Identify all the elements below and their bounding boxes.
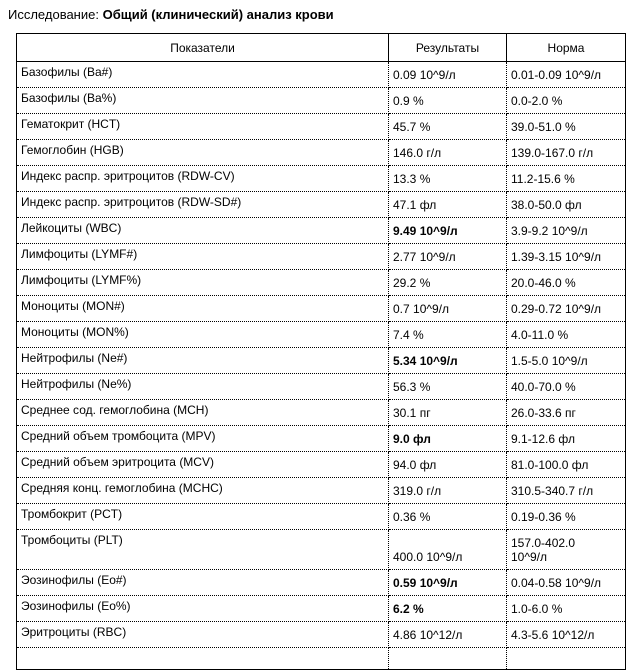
lab-report-page bbox=[0, 7, 633, 670]
norm-cell: 1.0-6.0 % bbox=[507, 596, 626, 622]
indicator-cell: Среднее сод. гемоглобина (MCH) bbox=[17, 400, 389, 426]
header-norm: Норма bbox=[507, 34, 626, 62]
table-row bbox=[17, 166, 626, 192]
indicator-cell: Средняя конц. гемоглобина (MCHC) bbox=[17, 478, 389, 504]
table-row bbox=[17, 596, 626, 622]
norm-cell: 0.04-0.58 10^9/л bbox=[507, 570, 626, 596]
indicator-cell: Эозинофилы (Eo%) bbox=[17, 596, 389, 622]
indicator-cell: Моноциты (MON%) bbox=[17, 322, 389, 348]
norm-cell: 0.01-0.09 10^9/л bbox=[507, 62, 626, 88]
result-cell bbox=[389, 648, 507, 670]
norm-cell: 1.5-5.0 10^9/л bbox=[507, 348, 626, 374]
result-cell: 4.86 10^12/л bbox=[389, 622, 507, 648]
indicator-cell: Средний объем тромбоцита (MPV) bbox=[17, 426, 389, 452]
norm-cell: 9.1-12.6 фл bbox=[507, 426, 626, 452]
table-row bbox=[17, 88, 626, 114]
norm-cell: 1.39-3.15 10^9/л bbox=[507, 244, 626, 270]
study-name: Общий (клинический) анализ крови bbox=[102, 7, 334, 22]
norm-cell: 0.19-0.36 % bbox=[507, 504, 626, 530]
table-row bbox=[17, 322, 626, 348]
table-row bbox=[17, 570, 626, 596]
header-result: Результаты bbox=[389, 34, 507, 62]
norm-cell: 4.0-11.0 % bbox=[507, 322, 626, 348]
table-row bbox=[17, 374, 626, 400]
table-row bbox=[17, 530, 626, 570]
results-table bbox=[16, 33, 626, 670]
result-cell: 2.77 10^9/л bbox=[389, 244, 507, 270]
table-row bbox=[17, 140, 626, 166]
indicator-cell: Нейтрофилы (Ne%) bbox=[17, 374, 389, 400]
indicator-cell: Средний объем эритроцита (MCV) bbox=[17, 452, 389, 478]
indicator-cell: Тромбокрит (PCT) bbox=[17, 504, 389, 530]
indicator-cell: Нейтрофилы (Ne#) bbox=[17, 348, 389, 374]
norm-cell: 0.0-2.0 % bbox=[507, 88, 626, 114]
result-cell: 9.49 10^9/л bbox=[389, 218, 507, 244]
result-cell: 146.0 г/л bbox=[389, 140, 507, 166]
indicator-cell: Лимфоциты (LYMF#) bbox=[17, 244, 389, 270]
result-cell: 0.9 % bbox=[389, 88, 507, 114]
indicator-cell bbox=[17, 648, 389, 670]
norm-cell bbox=[507, 648, 626, 670]
indicator-cell: Лейкоциты (WBC) bbox=[17, 218, 389, 244]
result-cell: 0.09 10^9/л bbox=[389, 62, 507, 88]
result-cell: 319.0 г/л bbox=[389, 478, 507, 504]
header-indicator: Показатели bbox=[17, 34, 389, 62]
result-cell: 29.2 % bbox=[389, 270, 507, 296]
norm-cell: 157.0-402.0 10^9/л bbox=[507, 530, 626, 570]
result-cell: 45.7 % bbox=[389, 114, 507, 140]
indicator-cell: Базофилы (Ba%) bbox=[17, 88, 389, 114]
result-cell: 94.0 фл bbox=[389, 452, 507, 478]
norm-cell: 26.0-33.6 пг bbox=[507, 400, 626, 426]
indicator-cell: Гематокрит (HCT) bbox=[17, 114, 389, 140]
indicator-cell: Эозинофилы (Eo#) bbox=[17, 570, 389, 596]
table-row bbox=[17, 348, 626, 374]
indicator-cell: Индекс распр. эритроцитов (RDW-SD#) bbox=[17, 192, 389, 218]
indicator-cell: Базофилы (Ba#) bbox=[17, 62, 389, 88]
indicator-cell: Индекс распр. эритроцитов (RDW-CV) bbox=[17, 166, 389, 192]
table-row bbox=[17, 622, 626, 648]
table-row bbox=[17, 400, 626, 426]
result-cell: 30.1 пг bbox=[389, 400, 507, 426]
norm-cell: 40.0-70.0 % bbox=[507, 374, 626, 400]
table-row bbox=[17, 192, 626, 218]
norm-cell: 139.0-167.0 г/л bbox=[507, 140, 626, 166]
indicator-cell: Моноциты (MON#) bbox=[17, 296, 389, 322]
table-row bbox=[17, 452, 626, 478]
study-label: Исследование: bbox=[8, 7, 99, 22]
result-cell: 0.36 % bbox=[389, 504, 507, 530]
table-row bbox=[17, 504, 626, 530]
norm-cell: 11.2-15.6 % bbox=[507, 166, 626, 192]
norm-cell: 3.9-9.2 10^9/л bbox=[507, 218, 626, 244]
result-cell: 5.34 10^9/л bbox=[389, 348, 507, 374]
report-title bbox=[8, 7, 633, 23]
result-cell: 56.3 % bbox=[389, 374, 507, 400]
table-row bbox=[17, 62, 626, 88]
indicator-cell: Гемоглобин (HGB) bbox=[17, 140, 389, 166]
table-row bbox=[17, 114, 626, 140]
table-row-partial bbox=[17, 648, 626, 670]
norm-cell: 38.0-50.0 фл bbox=[507, 192, 626, 218]
result-cell: 6.2 % bbox=[389, 596, 507, 622]
indicator-cell: Лимфоциты (LYMF%) bbox=[17, 270, 389, 296]
result-cell: 13.3 % bbox=[389, 166, 507, 192]
table-row bbox=[17, 244, 626, 270]
indicator-cell: Тромбоциты (PLT) bbox=[17, 530, 389, 570]
result-cell: 7.4 % bbox=[389, 322, 507, 348]
table-row bbox=[17, 218, 626, 244]
table-row bbox=[17, 426, 626, 452]
result-cell: 0.7 10^9/л bbox=[389, 296, 507, 322]
table-header-row bbox=[17, 34, 626, 62]
norm-cell: 81.0-100.0 фл bbox=[507, 452, 626, 478]
norm-cell: 39.0-51.0 % bbox=[507, 114, 626, 140]
table-row bbox=[17, 296, 626, 322]
norm-cell: 4.3-5.6 10^12/л bbox=[507, 622, 626, 648]
result-cell: 9.0 фл bbox=[389, 426, 507, 452]
norm-cell: 0.29-0.72 10^9/л bbox=[507, 296, 626, 322]
result-cell: 47.1 фл bbox=[389, 192, 507, 218]
indicator-cell: Эритроциты (RBC) bbox=[17, 622, 389, 648]
result-cell: 400.0 10^9/л bbox=[389, 530, 507, 570]
result-cell: 0.59 10^9/л bbox=[389, 570, 507, 596]
norm-cell: 20.0-46.0 % bbox=[507, 270, 626, 296]
table-row bbox=[17, 270, 626, 296]
norm-cell: 310.5-340.7 г/л bbox=[507, 478, 626, 504]
table-row bbox=[17, 478, 626, 504]
